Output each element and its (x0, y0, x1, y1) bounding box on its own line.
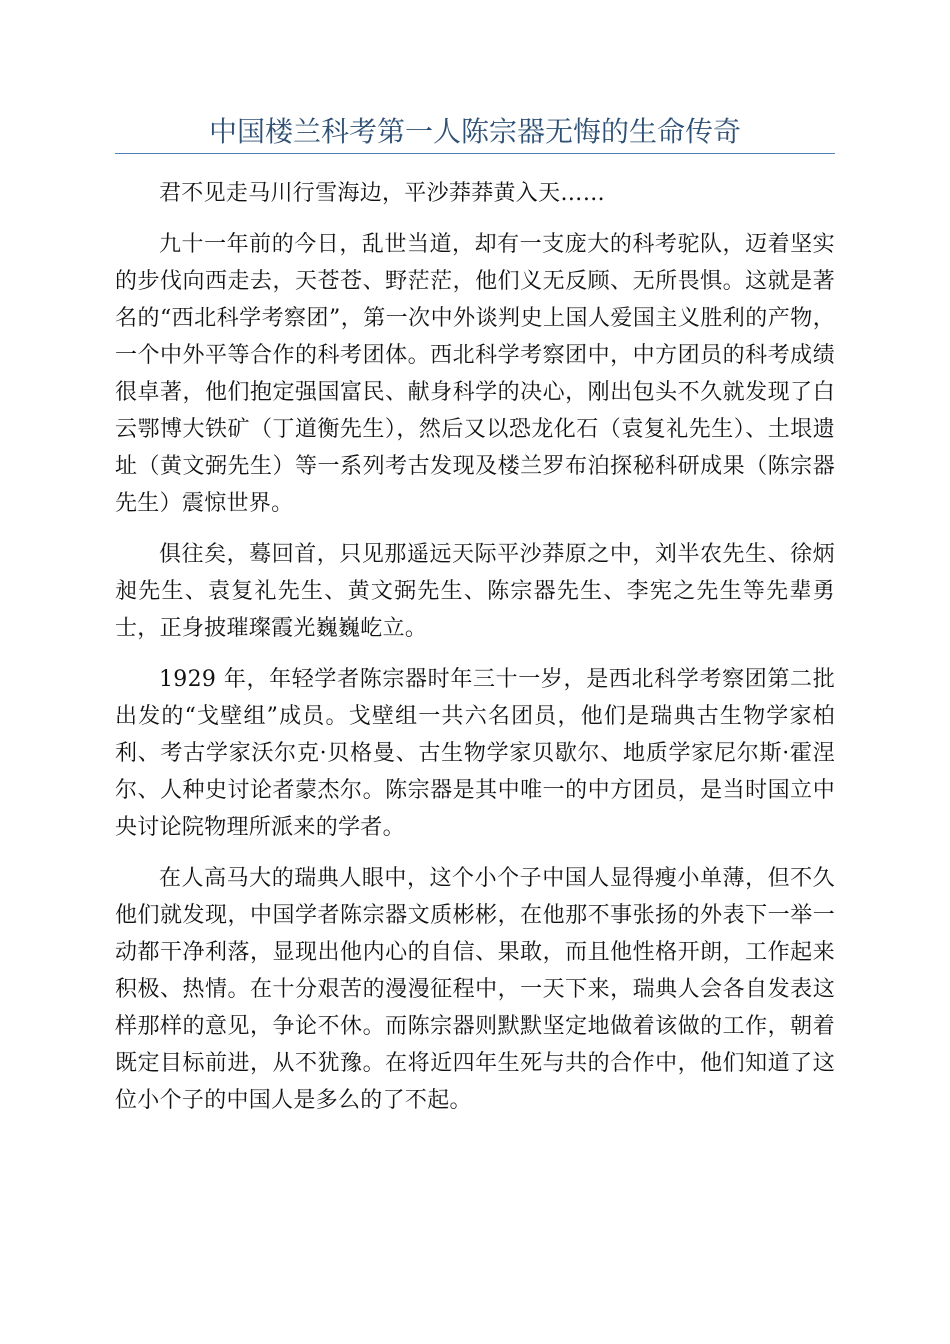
paragraph-opening-verse: 君不见走马川行雪海边，平沙莽莽黄入天…… (159, 181, 606, 206)
document-title: 中国楼兰科考第一人陈宗器无悔的生命传奇 (208, 115, 741, 148)
paragraph-gobi-group: 1929 年，年轻学者陈宗器时年三十一岁，是西北科学考察团第二批出发的“戈壁组”成员。戈壁组一共六名团员，他们是瑞典古生物学家柏利、考古学家沃尔克·贝格曼、古生物学家贝歇尔、地质学家尼尔斯·霍涅尔、人种史讨论者蒙杰尔。陈宗器是其中唯一的中方团员，是当时国立中央讨论院物理所派来的学者。 (115, 667, 835, 840)
paragraph-pioneers: 俱往矣，蓦回首，只见那遥远天际平沙莽原之中，刘半农先生、徐炳昶先生、袁复礼先生、黄文弼先生、陈宗器先生、李宪之先生等先辈勇士，正身披璀璨霞光巍巍屹立。 (115, 542, 835, 641)
title-underline (115, 153, 835, 154)
paragraph-character: 在人高马大的瑞典人眼中，这个小个子中国人显得瘦小单薄，但不久他们就发现，中国学者陈宗器文质彬彬，在他那不事张扬的外表下一举一动都干净利落，显现出他内心的自信、果敢，而且他性格开朗，工作起来积极、热情。在十分艰苦的漫漫征程中，一天下来，瑞典人会各自发表这样那样的意见，争论不休。而陈宗器则默默坚定地做着该做的工作，朝着既定目标前进，从不犹豫。在将近四年生死与共的合作中，他们知道了这位小个子的中国人是多么的了不起。 (115, 866, 835, 1113)
paragraph-expedition-intro: 九十一年前的今日，乱世当道，却有一支庞大的科考驼队，迈着坚实的步伐向西走去，天苍苍、野茫茫，他们义无反顾、无所畏惧。这就是著名的“西北科学考察团”，第一次中外谈判史上国人爱国主义胜利的产物，一个中外平等合作的科考团体。西北科学考察团中，中方团员的科考成绩很卓著，他们抱定强国富民、献身科学的决心，刚出包头不久就发现了白云鄂博大铁矿（丁道衡先生），然后又以恐龙化石（袁复礼先生）、土垠遗址（黄文弼先生）等一系列考古发现及楼兰罗布泊探秘科研成果（陈宗器先生）震惊世界。 (115, 232, 835, 516)
document-body (115, 175, 835, 1133)
